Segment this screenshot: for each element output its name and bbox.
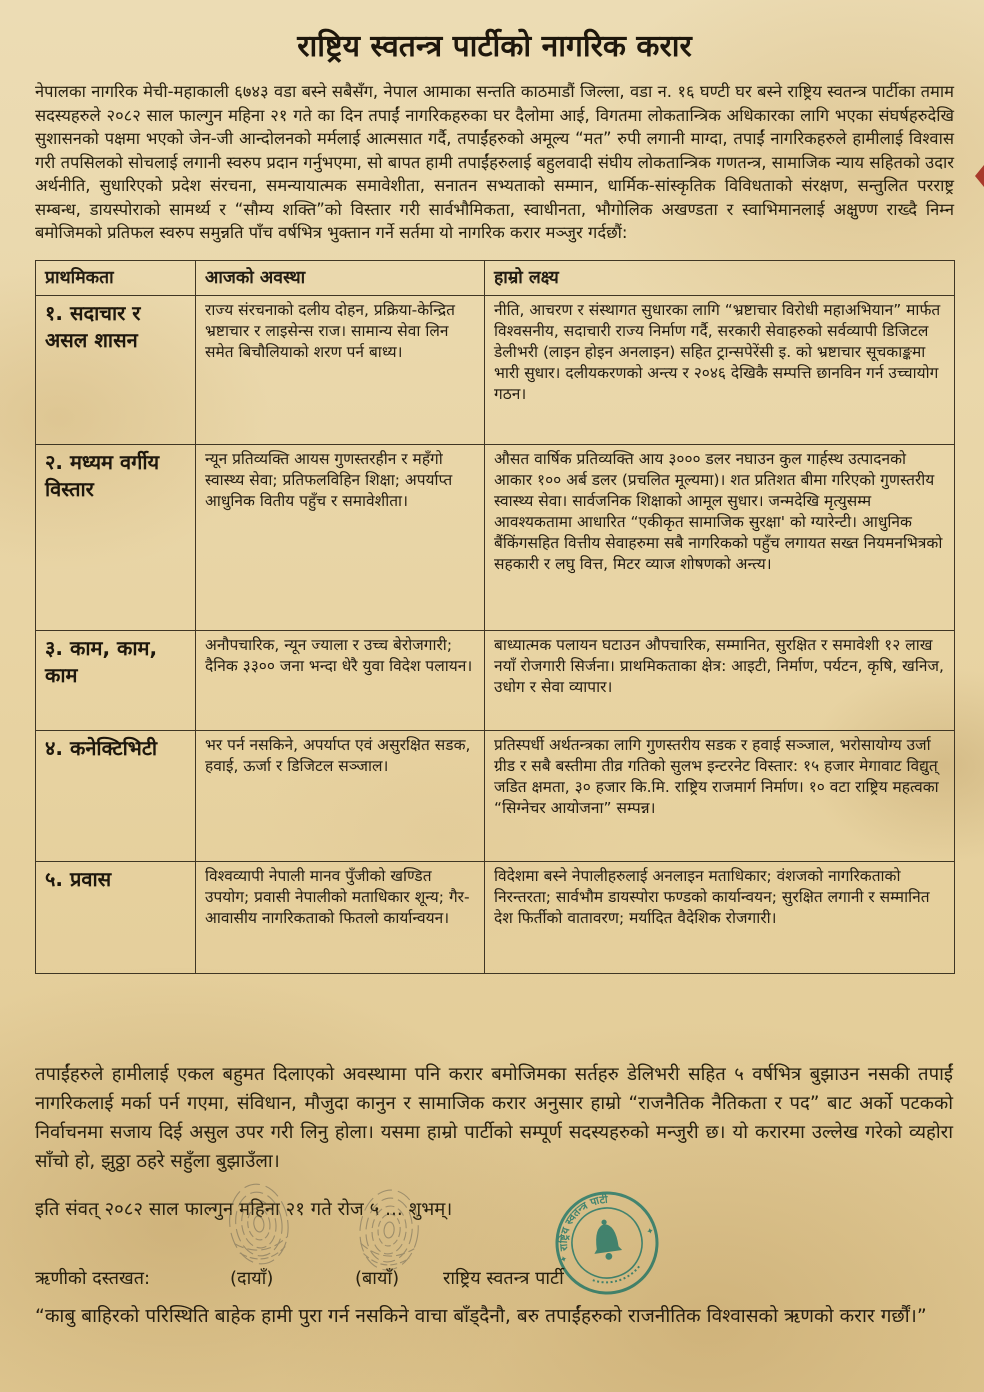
- stamp-arc-text: राष्ट्रिय स्वतन्त्र पार्टी: [557, 1193, 609, 1252]
- today-cell: न्यून प्रतिव्यक्ति आयस गुणस्तरहीन र महँगो स्वास्थ्य सेवा; प्रतिफलविहिन शिक्षा; अपर्याप्त आधुनिक वितीय पहुँच र समावेशीता।: [196, 444, 485, 630]
- left-thumb-label: (बायाँ): [355, 1268, 400, 1289]
- right-thumb-label: (दायाँ): [230, 1268, 274, 1289]
- goal-cell: प्रतिस्पर्धी अर्थतन्त्रका लागि गुणस्तरीय सडक र हवाई सञ्जाल, भरोसायोग्य उर्जा ग्रीड र सबै बस्तीमा तीव्र गतिको सुलभ इन्टरनेट विस्तार: १५ हजार मेगावाट विद्युत् जडित क्षमता, ३० हजार कि.मि. राष्ट्रिय राजमार्ग निर्माण। १० वटा राष्ट्रिय महत्वका “सिग्नेचर आयोजना” सम्पन्न।: [485, 730, 955, 861]
- priority-cell: १. सदाचार र असल शासन: [36, 295, 196, 444]
- right-thumbprint: [212, 1175, 306, 1276]
- today-cell: विश्वव्यापी नेपाली मानव पुँजीको खण्डित उपयोग; प्रवासी नेपालीको मताधिकार शून्य; गैर-आवासीय नागरिकताको फितलो कार्यान्वयन।: [196, 861, 485, 973]
- intro-paragraph: नेपालका नागरिक मेची-महाकाली ६७४३ वडा बस्ने सबैसँग, नेपाल आमाका सन्तति काठमाडौं जिल्ला, वडा न. १६ घण्टी घर बस्ने राष्ट्रिय स्वतन्त्र पार्टीका तमाम सदस्यहरुले २०८२ साल फाल्गुन महिना २१ गते का दिन तपाईं नागरिकहरुका घर दैलोमा आई, विगतमा लोकतान्त्रिक अधिकारका लागि भएका संघर्षहरुदेखि सुशासनको पक्षमा भएको जेन-जी आन्दोलनको मर्मलाई आत्मसात गर्दै, तपाईंहरुको अमूल्य “मत” रुपी लगानी माग्दा, तपाईं नागरिकहरुले हामीलाई विश्वास गरी तपसिलको सोचलाई लगानी स्वरुप प्रदान गर्नुभएमा, सो बापत हामी तपाईंहरुलाई बहुलवादी संघीय लोकतान्त्रिक गणतन्त्र, सामाजिक न्याय सहितको उदार अर्थनीति, सुधारिएको प्रदेश संरचना, समन्यायात्मक समावेशीता, सनातन सभ्यताको सम्मान, धार्मिक-सांस्कृतिक विविधताको संरक्षण, सन्तुलित परराष्ट्र सम्बन्ध, डायस्पोराको सामर्थ्य र “सौम्य शक्ति”को विस्तार गरी सार्वभौमिकता, स्वाधीनता, भौगोलिक अखण्डता र स्वाभिमानलाई अक्षुण्ण राख्दै निम्न बमोजिमको प्रतिफल स्वरुप समुन्नति पाँच वर्षभित्र भुक्तान गर्ने सर्तमा यो नागरिक करार मञ्जुर गर्दछौं:: [35, 82, 954, 242]
- table-row: [36, 444, 955, 630]
- bell-icon: [590, 1218, 623, 1262]
- stamp-star-left: ✦: [558, 1254, 570, 1267]
- goal-cell: नीति, आचरण र संस्थागत सुधारका लागि “भ्रष्टाचार विरोधी महाअभियान” मार्फत विश्वसनीय, सदाचारी राज्य निर्माण गर्दै, सरकारी सेवाहरुको सर्वव्यापी डिजिटल डेलीभरी (लाइन होइन अनलाइन) सहित ट्रान्सपेरेंसी इ. को भ्रष्टाचार सूचकाङ्कमा भारी सुधार। दलीयकरणको अन्त्य र २०४६ देखिकै सम्पत्ति छानविन गर्न उच्चायोग गठन।: [485, 295, 955, 444]
- pledge-quote: “काबु बाहिरको परिस्थिति बाहेक हामी पुरा गर्न नसकिने वाचा बाँड्दैनौ, बरु तपाईंहरुको राजनीतिक विश्वासको ऋणको करार गर्छौं।”: [35, 1305, 927, 1327]
- table-row: [36, 861, 955, 973]
- table-row: [36, 730, 955, 861]
- table-header-row: [36, 260, 955, 295]
- col-header-priority: प्राथमिकता: [36, 260, 196, 295]
- col-header-goal: हाम्रो लक्ष्य: [485, 260, 955, 295]
- party-name: राष्ट्रिय स्वतन्त्र पार्टी: [443, 1268, 564, 1289]
- stamp-star-right: ✦: [645, 1226, 656, 1238]
- table-row: [36, 295, 955, 444]
- priorities-table: [35, 260, 955, 974]
- goal-cell: औसत वार्षिक प्रतिव्यक्ति आय ३००० डलर नघाउन कुल गार्हस्थ उत्पादनको आकार १०० अर्ब डलर (प्रचलित मूल्यमा)। शत प्रतिशत बीमा गरिएको गुणस्तरीय स्वास्थ्य सेवा। सार्वजनिक शिक्षाको आमूल सुधार। जन्मदेखि मृत्युसम्म आवश्यकतामा आधारित “एकीकृत सामाजिक सुरक्षा' को ग्यारेन्टी। आधुनिक बैंकिंगसहित वित्तीय सेवाहरुमा सबै नागरिकको पहुँच लगायत सख्त नियमनभित्रको सहकारी र लघु वित्त, मिटर व्याज शोषणको अन्त्य।: [485, 444, 955, 630]
- goal-cell: विदेशमा बस्ने नेपालीहरुलाई अनलाइन मताधिकार; वंशजको नागरिकताको निरन्तरता; सार्वभौम डायस्पोरा फण्डको कार्यान्वयन; सुरक्षित लगानी र सम्मानित देश फिर्तीको वातावरण; मर्यादित वैदेशिक रोजगारी।: [485, 861, 955, 973]
- table-row: [36, 630, 955, 730]
- priority-cell: २. मध्यम वर्गीय विस्तार: [36, 444, 196, 630]
- date-line: इति संवत् २०८२ साल फाल्गुन महिना २१ गते रोज ५ ... शुभम्।: [35, 1199, 453, 1220]
- col-header-today: आजको अवस्था: [196, 260, 485, 295]
- priority-cell: ५. प्रवास: [36, 861, 196, 973]
- priority-cell: ३. काम, काम, काम: [36, 630, 196, 730]
- today-cell: भर पर्न नसकिने, अपर्याप्त एवं असुरक्षित सडक, हवाई, ऊर्जा र डिजिटल सञ्जाल।: [196, 730, 485, 861]
- signature-row: [35, 1266, 953, 1292]
- closing-paragraph: तपाईंहरुले हामीलाई एकल बहुमत दिलाएको अवस्थामा पनि करार बमोजिमका सर्तहरु डेलिभरी सहित ५ वर्षभित्र बुझाउन नसकी तपाईं नागरिकलाई मर्का पर्न गएमा, संविधान, मौजुदा कानुन र सामाजिक करार अनुसार हाम्रो “राजनैतिक नैतिकता र पद” बाट अर्को पटकको निर्वाचनमा सजाय दिई असुल उपर गरी लिनु होला। यसमा हाम्रो पार्टीको सम्पूर्ण सदस्यहरुको मन्जुरी छ। यो करारमा उल्लेख गरेको व्यहोरा साँचो हो, झुठ्ठा ठहरे सहुँला बुझाउँला।: [35, 1064, 953, 1172]
- priority-cell: ४. कनेक्टिभिटी: [36, 730, 196, 861]
- debtor-signature-label: ऋणीको दस्तखत:: [35, 1268, 151, 1289]
- goal-cell: बाध्यात्मक पलायन घटाउन औपचारिक, सम्मानित, सुरक्षित र समावेशी १२ लाख नयाँ रोजगारी सिर्जना। प्राथमिकताका क्षेत्र: आइटी, निर्माण, पर्यटन, कृषि, खनिज, उधोग र सेवा व्यापार।: [485, 630, 955, 730]
- today-cell: राज्य संरचनाको दलीय दोहन, प्रक्रिया-केन्द्रित भ्रष्टाचार र लाइसेन्स राज। सामान्य सेवा लिन समेत बिचौलियाको शरण पर्न बाध्य।: [196, 295, 485, 444]
- red-edge-mark: [975, 165, 984, 187]
- page-title: राष्ट्रिय स्वतन्त्र पार्टीको नागरिक करार: [297, 29, 692, 64]
- today-cell: अनौपचारिक, न्यून ज्याला र उच्च बेरोजगारी; दैनिक ३३०० जना भन्दा धेरै युवा विदेश पलायन।: [196, 630, 485, 730]
